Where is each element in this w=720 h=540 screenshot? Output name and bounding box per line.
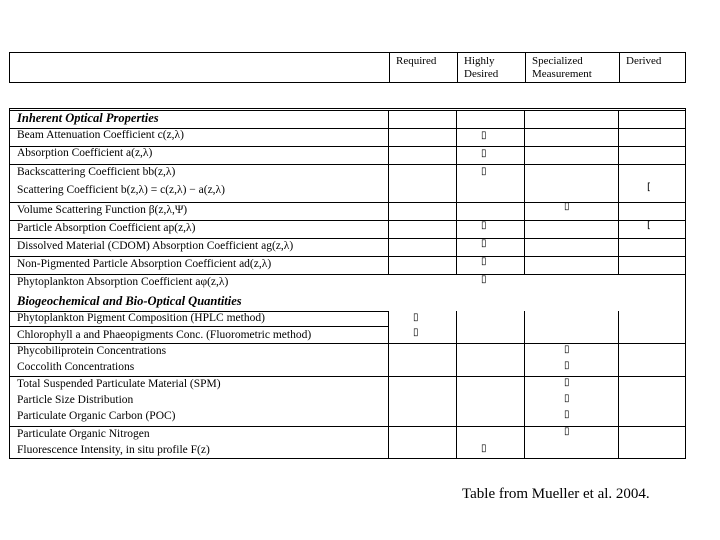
check-mark-highly-desired: ▯ [481, 220, 487, 231]
col-derived-header: Derived [619, 53, 685, 82]
col-highly-desired-header: Highly Desired [457, 53, 525, 82]
row-label: Particulate Organic Nitrogen [17, 428, 150, 440]
check-mark-specialized: ▯ [564, 360, 570, 371]
figure-caption: Table from Mueller et al. 2004. [462, 486, 650, 502]
check-mark-highly-desired: ▯ [481, 256, 487, 267]
check-mark-specialized: ▯ [564, 409, 570, 420]
check-mark-specialized: ▯ [564, 344, 570, 355]
section-title-biogeochemical: Biogeochemical and Bio-Optical Quantities [17, 294, 242, 308]
check-mark-derived: [ [647, 220, 651, 231]
check-mark-specialized: ▯ [564, 377, 570, 388]
row-label: Volume Scattering Function β(z,λ,Ψ) [17, 204, 188, 216]
check-mark-highly-desired: ▯ [481, 238, 487, 249]
check-mark-specialized: ▯ [564, 201, 570, 212]
col-required-header: Required [389, 53, 457, 82]
check-mark-highly-desired: ▯ [481, 130, 487, 141]
row-label: Dissolved Material (CDOM) Absorption Coefficient ag(z,λ) [17, 240, 294, 252]
check-mark-highly-desired: ▯ [481, 443, 487, 454]
check-mark-derived: [ [647, 182, 651, 193]
header-table [9, 52, 686, 83]
row-label: Phycobiliprotein Concentrations [17, 345, 167, 357]
check-mark-highly-desired: ▯ [481, 166, 487, 177]
check-mark-specialized: ▯ [564, 426, 570, 437]
row-label: Fluorescence Intensity, in situ profile F(z) [17, 444, 210, 456]
check-mark-highly-desired: ▯ [481, 274, 487, 285]
row-label: Non-Pigmented Particle Absorption Coefficient ad(z,λ) [17, 258, 272, 270]
row-label: Chlorophyll a and Phaeopigments Conc. (Fluorometric method) [17, 329, 312, 341]
row-label: Scattering Coefficient b(z,λ) = c(z,λ) − a(z,λ) [17, 184, 225, 196]
main-table [9, 108, 686, 458]
row-label: Coccolith Concentrations [17, 361, 135, 373]
row-label: Particulate Organic Carbon (POC) [17, 410, 176, 422]
row-label: Phytoplankton Absorption Coefficient aφ(z,λ) [17, 276, 229, 288]
row-label: Particle Size Distribution [17, 394, 134, 406]
col-specialized-header: Specialized Measurement [525, 53, 619, 82]
row-label: Beam Attenuation Coefficient c(z,λ) [17, 129, 184, 141]
section-title-inherent-optical: Inherent Optical Properties [17, 111, 159, 125]
row-label: Absorption Coefficient a(z,λ) [17, 147, 153, 159]
row-label: Total Suspended Particulate Material (SPM) [17, 378, 221, 390]
row-label: Particle Absorption Coefficient ap(z,λ) [17, 222, 196, 234]
check-mark-specialized: ▯ [564, 393, 570, 404]
check-mark-highly-desired: ▯ [481, 148, 487, 159]
check-mark-required: ▯ [413, 312, 419, 323]
row-label: Backscattering Coefficient bb(z,λ) [17, 166, 176, 178]
row-label: Phytoplankton Pigment Composition (HPLC method) [17, 312, 265, 324]
check-mark-required: ▯ [413, 327, 419, 338]
